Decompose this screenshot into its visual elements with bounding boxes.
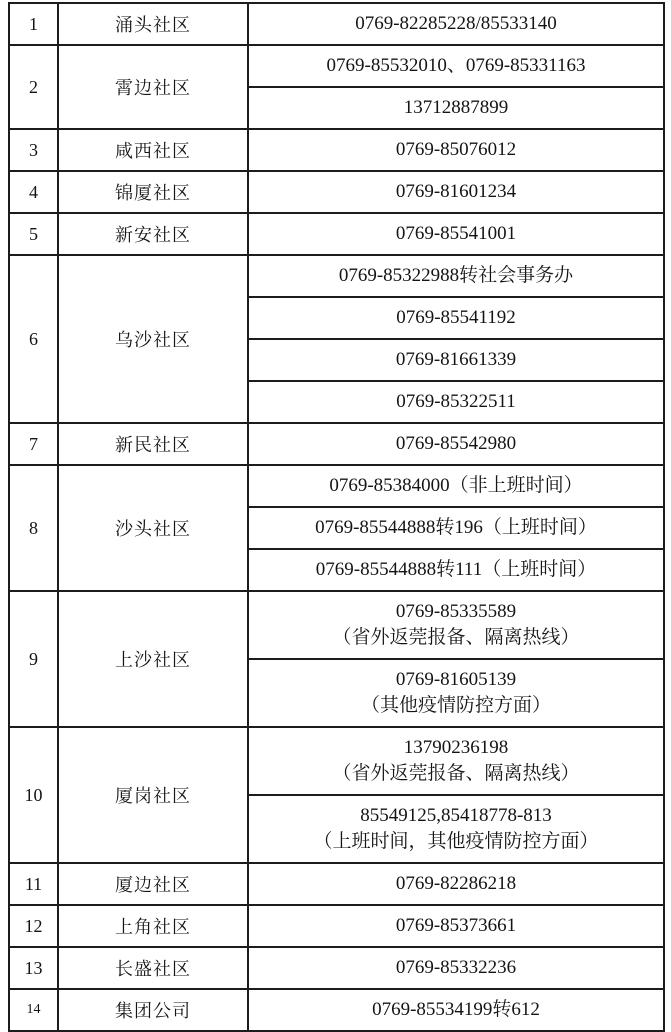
row-number-cell: 1 [9, 3, 58, 45]
phone-line: 0769-85373661 [395, 915, 517, 936]
phone-line: 0769-85322988转社会事务办 [338, 265, 574, 286]
phone-cell [248, 989, 664, 1031]
community-name-cell: 霄边社区 [58, 45, 248, 129]
phone-cell [248, 3, 664, 45]
phone-line: 0769-85532010、0769-85331163 [326, 55, 586, 76]
community-name-cell: 涌头社区 [58, 3, 248, 45]
community-name-cell: 上角社区 [58, 905, 248, 947]
phone-cell [248, 129, 664, 171]
table-row [9, 465, 664, 507]
row-number-cell: 3 [9, 129, 58, 171]
community-name-cell: 咸西社区 [58, 129, 248, 171]
phone-cell [248, 591, 664, 659]
table-row [9, 171, 664, 213]
phone-cell [248, 87, 664, 129]
table-row [9, 727, 664, 795]
row-number-cell: 4 [9, 171, 58, 213]
phone-line: 13790236198 [403, 737, 509, 758]
phone-line: 0769-85534199转612 [372, 999, 540, 1020]
phone-cell [248, 465, 664, 507]
table-row [9, 3, 664, 45]
row-number-cell: 12 [9, 905, 58, 947]
community-name-cell: 厦边社区 [58, 863, 248, 905]
phone-cell [248, 863, 664, 905]
phone-line: 0769-82285228/85533140 [355, 13, 557, 34]
phone-line: 0769-85542980 [395, 433, 517, 454]
phone-line: 0769-85076012 [395, 139, 517, 160]
phone-line: 0769-85541001 [395, 223, 517, 244]
phone-cell [248, 297, 664, 339]
phone-line: （上班时间，其他疫情防控方面） [313, 831, 599, 852]
phone-line: 0769-85541192 [396, 307, 516, 328]
table-row [9, 129, 664, 171]
community-name-cell: 乌沙社区 [58, 255, 248, 423]
row-number-cell: 9 [9, 591, 58, 727]
table-row [9, 45, 664, 87]
community-phone-table [8, 2, 665, 1032]
phone-line: 0769-81605139 [395, 669, 517, 690]
table-body [9, 3, 664, 1031]
row-number-cell: 11 [9, 863, 58, 905]
table-row [9, 989, 664, 1031]
row-number-cell: 2 [9, 45, 58, 129]
phone-cell [248, 905, 664, 947]
phone-cell [248, 171, 664, 213]
community-phone-table-container [8, 2, 665, 1032]
row-number-cell: 5 [9, 213, 58, 255]
table-row [9, 905, 664, 947]
phone-cell [248, 947, 664, 989]
phone-cell [248, 727, 664, 795]
table-row [9, 213, 664, 255]
phone-cell [248, 255, 664, 297]
row-number-cell: 14 [9, 989, 58, 1031]
table-row [9, 423, 664, 465]
phone-line: 85549125,85418778-813 [360, 805, 552, 826]
phone-line: 0769-85544888转196（上班时间） [315, 517, 597, 538]
phone-line: 0769-82286218 [395, 873, 517, 894]
phone-line: 0769-85335589 [395, 601, 517, 622]
table-row [9, 591, 664, 659]
community-name-cell: 长盛社区 [58, 947, 248, 989]
phone-cell [248, 213, 664, 255]
community-name-cell: 锦厦社区 [58, 171, 248, 213]
community-name-cell: 沙头社区 [58, 465, 248, 591]
phone-cell [248, 795, 664, 863]
community-name-cell: 厦岗社区 [58, 727, 248, 863]
phone-line: 0769-81661339 [395, 349, 517, 370]
phone-cell [248, 45, 664, 87]
phone-cell [248, 339, 664, 381]
row-number-cell: 10 [9, 727, 58, 863]
phone-cell [248, 423, 664, 465]
row-number-cell: 13 [9, 947, 58, 989]
phone-cell [248, 549, 664, 591]
phone-line: 0769-85544888转111（上班时间） [315, 559, 597, 580]
phone-cell [248, 659, 664, 727]
phone-cell [248, 507, 664, 549]
phone-line: （省外返莞报备、隔离热线） [332, 627, 580, 648]
phone-cell [248, 381, 664, 423]
community-name-cell: 集团公司 [58, 989, 248, 1031]
phone-line: 0769-81601234 [395, 181, 517, 202]
table-row [9, 947, 664, 989]
phone-line: 13712887899 [403, 97, 509, 118]
phone-line: 0769-85322511 [396, 391, 516, 412]
table-row [9, 255, 664, 297]
row-number-cell: 8 [9, 465, 58, 591]
phone-line: 0769-85332236 [395, 957, 517, 978]
phone-line: （省外返莞报备、隔离热线） [332, 763, 580, 784]
community-name-cell: 上沙社区 [58, 591, 248, 727]
table-row [9, 863, 664, 905]
row-number-cell: 6 [9, 255, 58, 423]
row-number-cell: 7 [9, 423, 58, 465]
community-name-cell: 新安社区 [58, 213, 248, 255]
phone-line: （其他疫情防控方面） [360, 695, 551, 716]
phone-line: 0769-85384000（非上班时间） [329, 475, 583, 496]
community-name-cell: 新民社区 [58, 423, 248, 465]
